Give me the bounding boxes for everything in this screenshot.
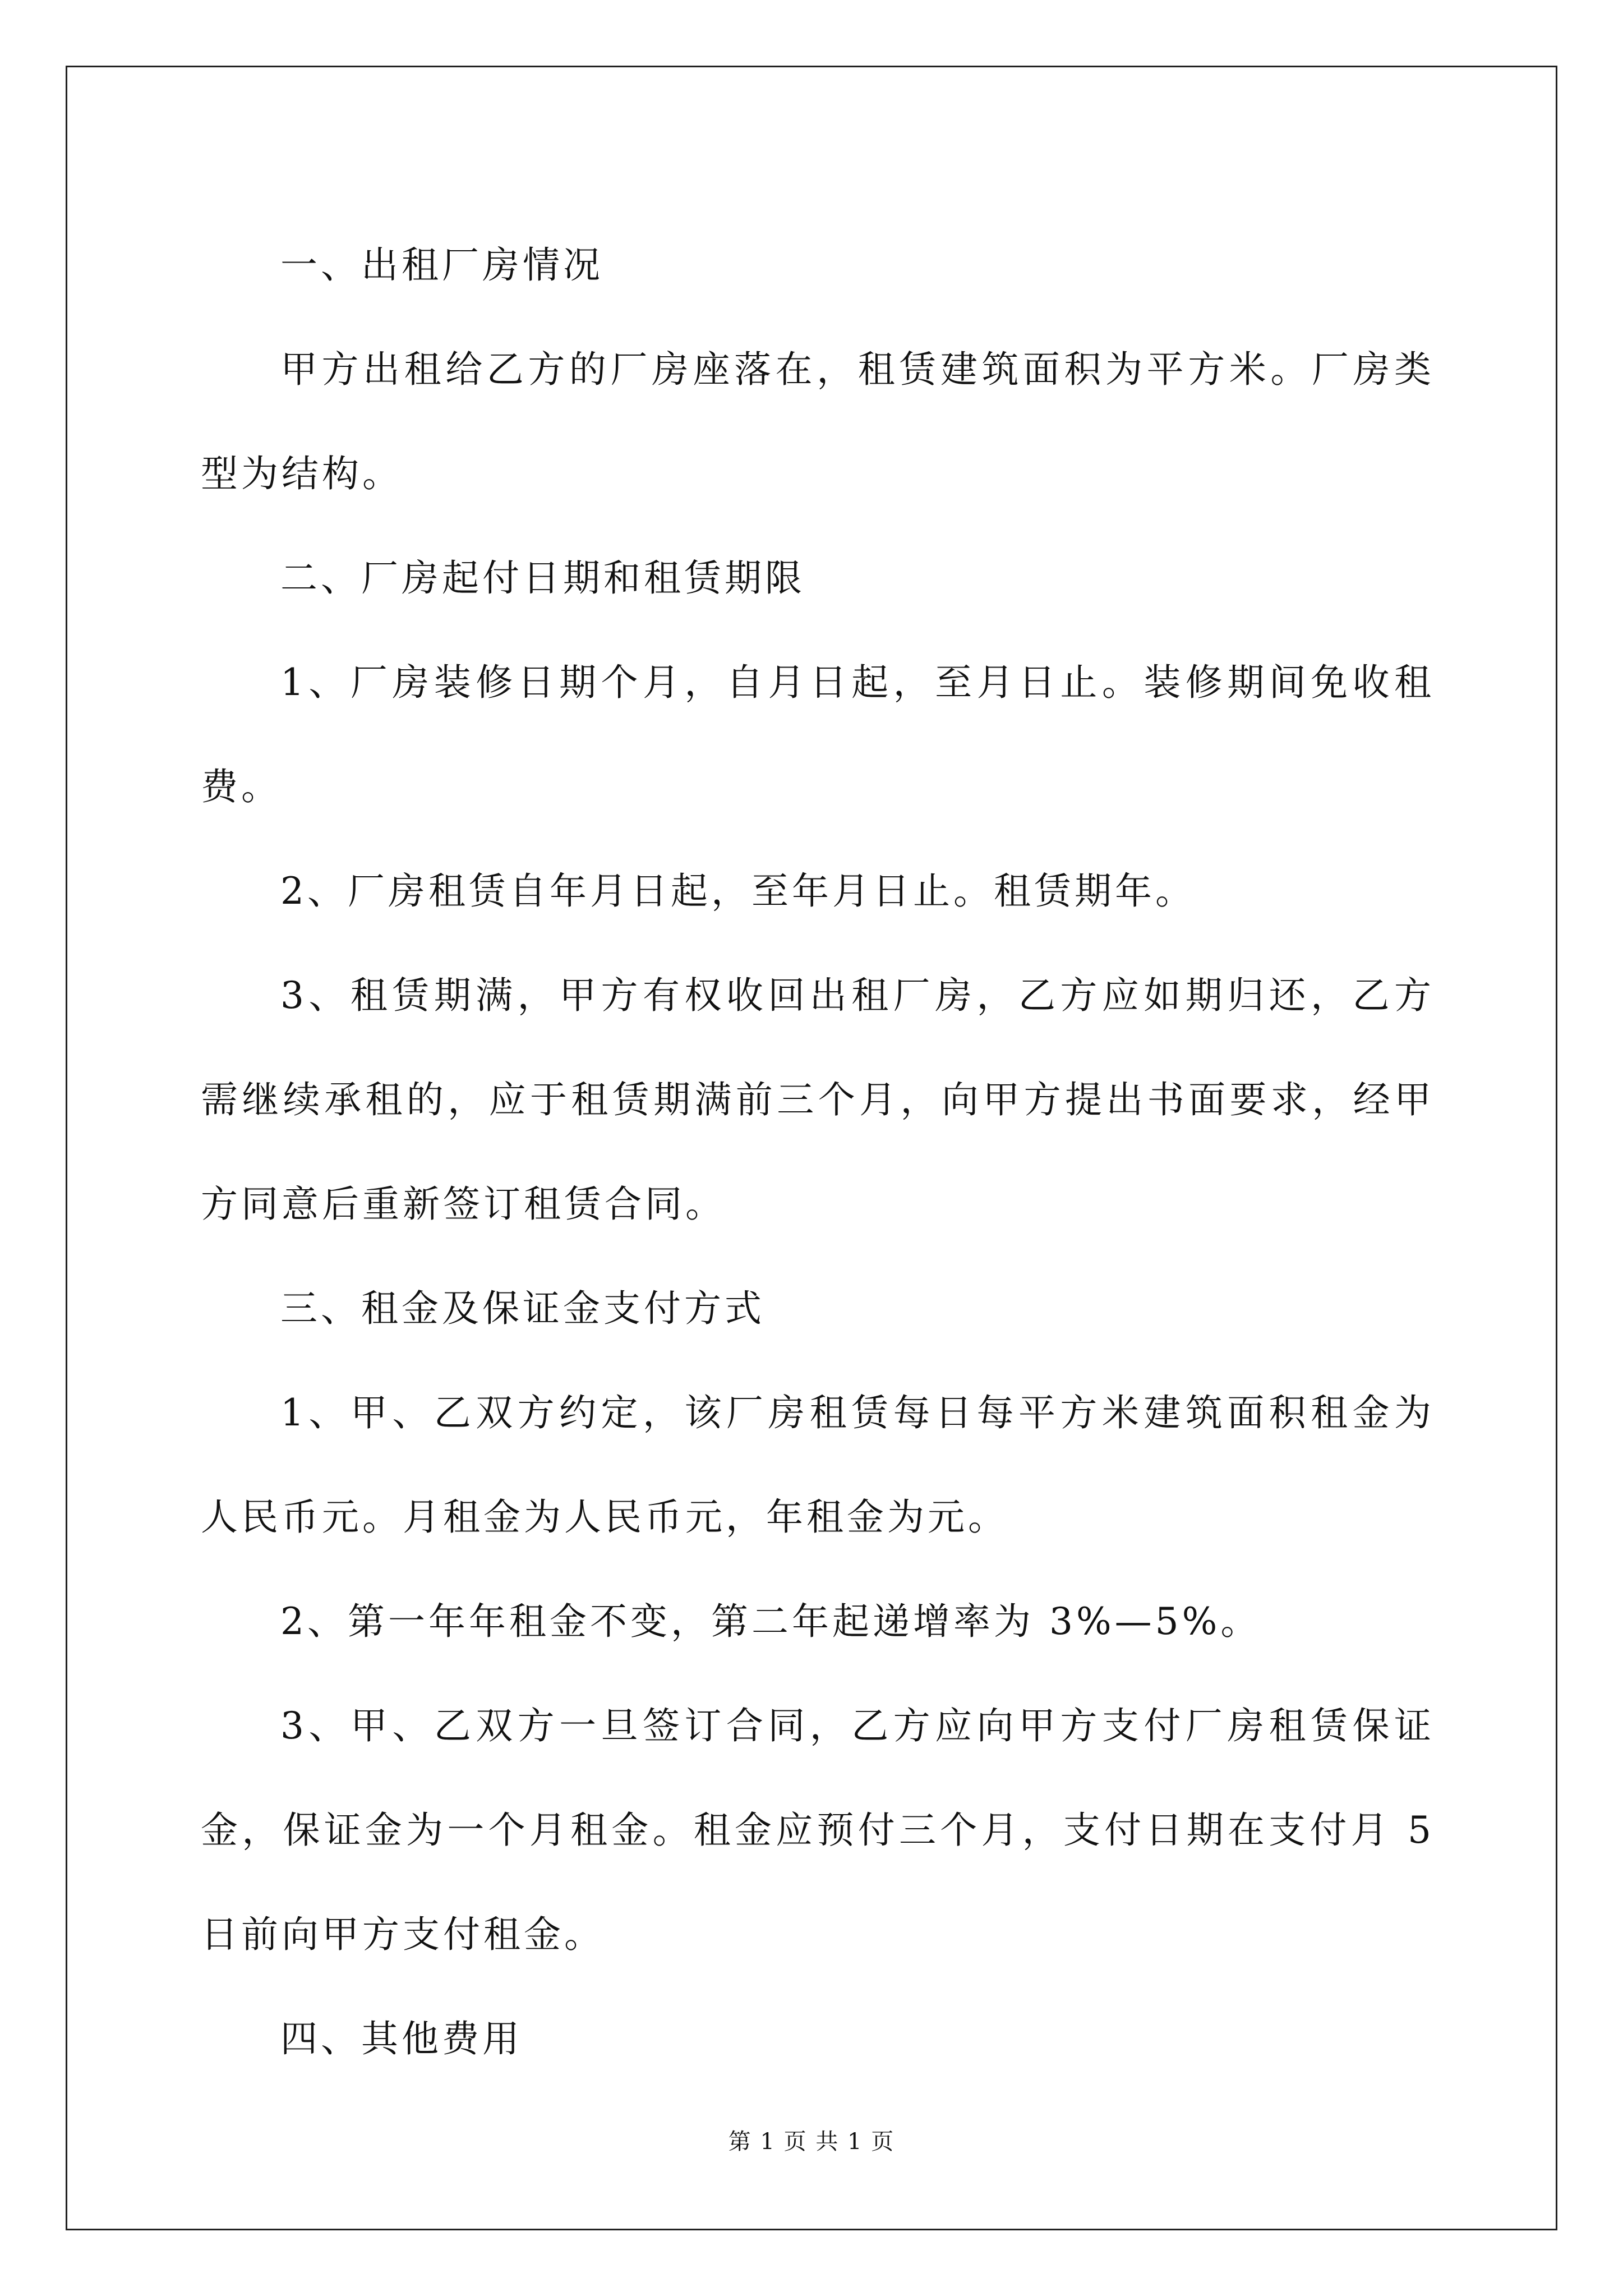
paragraph: 2、厂房租赁自年月日起，至年月日止。租赁期年。 — [280, 869, 1196, 913]
section-heading-2: 二、厂房起付日期和租赁期限 — [280, 556, 805, 600]
document-body — [201, 213, 1435, 2091]
paragraph: 3、甲、乙双方一旦签订合同，乙方应向甲方支付厂房租赁保证金，保证金为一个月租金。租金应预付三个月，支付日期在支付月 5 日前向甲方支付租金。 — [201, 1704, 1435, 1956]
paragraph: 2、第一年年租金不变，第二年起递增率为 3%—5%。 — [280, 1600, 1261, 1643]
paragraph: 1、厂房装修日期个月，自月日起，至月日止。装修期间免收租费。 — [201, 661, 1435, 808]
paragraph: 3、租赁期满，甲方有权收回出租厂房，乙方应如期归还，乙方需继续承租的，应于租赁期满前三个月，向甲方提出书面要求，经甲方同意后重新签订租赁合同。 — [201, 974, 1435, 1226]
paragraph: 甲方出租给乙方的厂房座落在，租赁建筑面积为平方米。厂房类型为结构。 — [201, 348, 1435, 495]
page-footer: 第 1 页 共 1 页 — [728, 2129, 895, 2155]
section-heading-1: 一、出租厂房情况 — [280, 243, 603, 287]
section-heading-4: 四、其他费用 — [280, 2017, 523, 2060]
paragraph: 1、甲、乙双方约定，该厂房租赁每日每平方米建筑面积租金为人民币元。月租金为人民币元，年租金为元。 — [201, 1391, 1435, 1539]
section-heading-3: 三、租金及保证金支付方式 — [280, 1287, 765, 1330]
